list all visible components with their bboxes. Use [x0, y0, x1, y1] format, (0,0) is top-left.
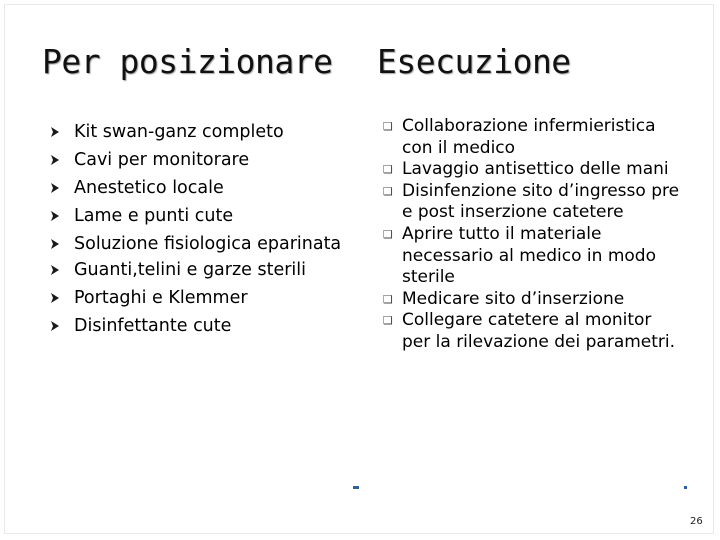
materials-item	[50, 146, 350, 174]
materials-item	[50, 256, 350, 284]
procedure-item-label: Lavaggio antisettico delle mani	[402, 159, 669, 180]
arrow-bullet-icon	[50, 292, 60, 304]
materials-item	[50, 230, 350, 256]
materials-item-label: Kit swan-ganz completo	[74, 122, 284, 142]
square-bullet-icon: ❑	[383, 120, 393, 133]
right-title: Esecuzione	[377, 42, 571, 81]
materials-item-label: Portaghi e Klemmer	[74, 288, 248, 308]
procedure-item-label: Medicare sito d’inserzione	[402, 288, 625, 309]
materials-list	[50, 118, 350, 340]
procedure-item-label: Collaborazione infermieristica con il medico	[402, 116, 656, 158]
materials-item-label: Lame e punti cute	[74, 206, 234, 226]
materials-item	[50, 284, 350, 312]
materials-item-label: Anestetico locale	[74, 178, 224, 198]
materials-item-label: Disinfettante cute	[74, 316, 232, 336]
materials-item	[50, 118, 350, 146]
square-bullet-icon: ❑	[383, 227, 393, 241]
materials-item	[50, 202, 350, 230]
square-bullet-icon: ❑	[383, 314, 393, 328]
procedure-item	[383, 181, 683, 224]
procedure-item	[383, 159, 683, 181]
accent-mark-right	[684, 486, 687, 489]
procedure-item-label: Disinfenzione sito d’ingresso pre e post inserzione catetere	[402, 180, 680, 223]
arrow-bullet-icon	[50, 154, 60, 166]
procedure-item-label: Collegare catetere al monitor per la rilevazione dei parametri.	[402, 310, 676, 352]
procedure-item-label: Aprire tutto il materiale necessario al medico in modo sterile	[402, 223, 656, 288]
procedure-item	[383, 116, 683, 159]
materials-item-label: Cavi per monitorare	[74, 150, 250, 170]
materials-item	[50, 312, 350, 340]
accent-mark-left	[353, 486, 359, 489]
square-bullet-icon: ❑	[383, 163, 393, 177]
procedure-list	[383, 116, 683, 354]
square-bullet-icon: ❑	[383, 184, 393, 198]
procedure-item	[383, 289, 683, 311]
arrow-bullet-icon	[50, 126, 60, 138]
materials-item	[50, 174, 350, 202]
arrow-bullet-icon	[50, 320, 60, 332]
arrow-bullet-icon	[50, 182, 60, 194]
arrow-bullet-icon	[50, 264, 60, 276]
left-title: Per posizionare	[42, 42, 333, 81]
materials-item-label: Soluzione fisiologica eparinata	[74, 234, 342, 254]
procedure-item	[383, 224, 683, 289]
arrow-bullet-icon	[50, 238, 60, 250]
arrow-bullet-icon	[50, 210, 60, 222]
materials-item-label: Guanti,telini e garze sterili	[74, 260, 307, 280]
page-number: 26	[690, 516, 703, 527]
square-bullet-icon: ❑	[383, 292, 393, 306]
procedure-item	[383, 310, 683, 353]
